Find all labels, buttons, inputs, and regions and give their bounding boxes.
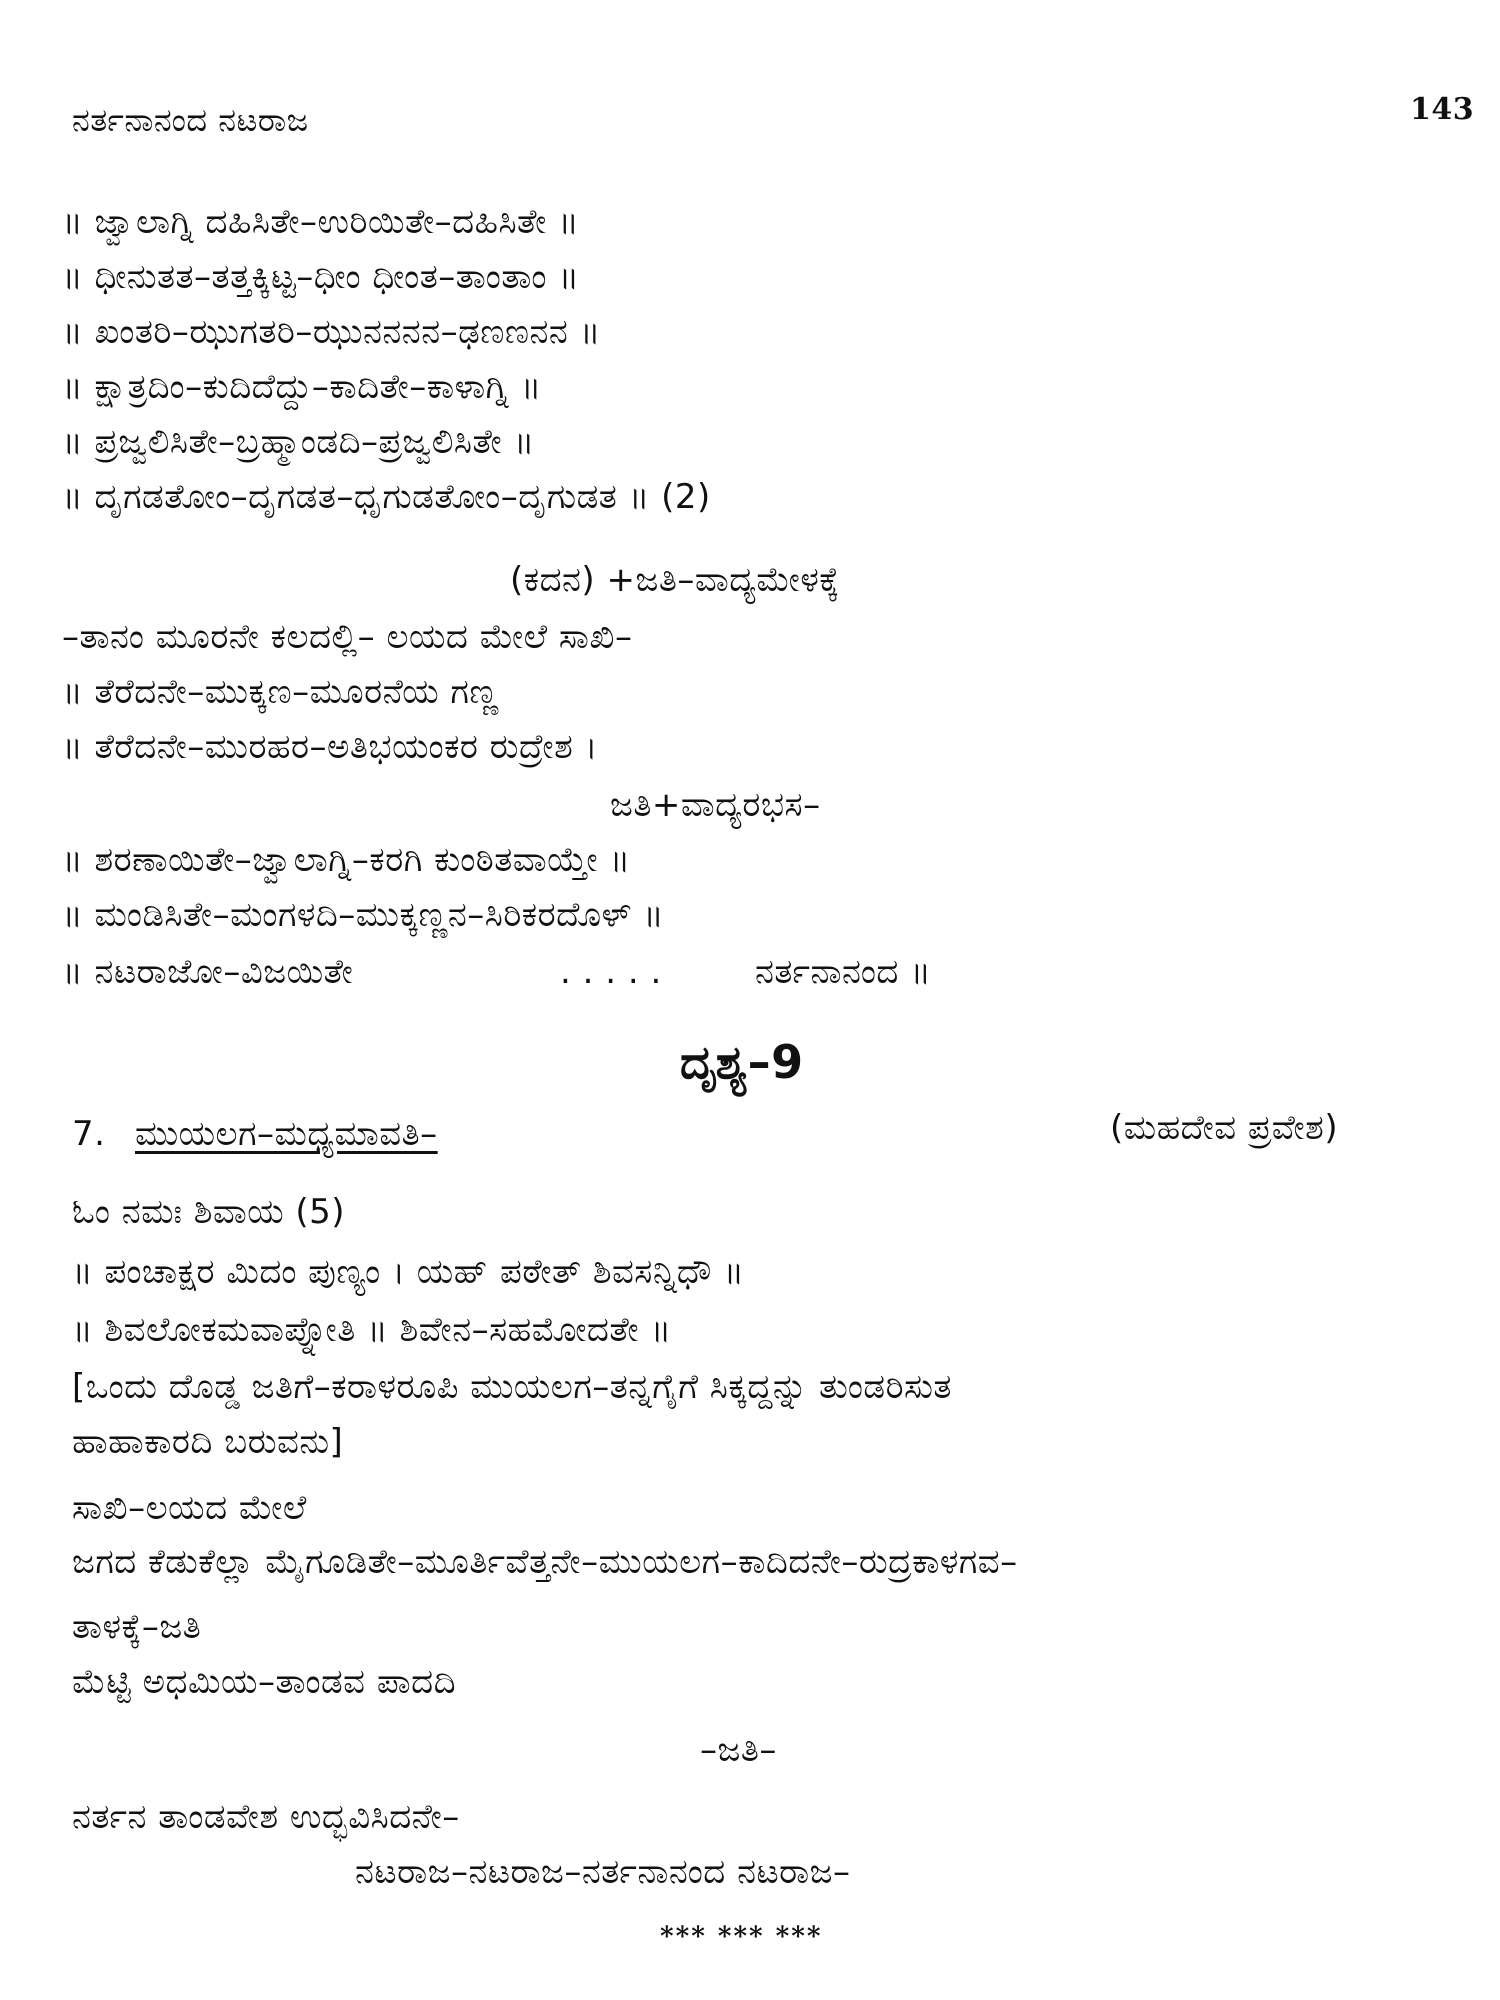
entry-note: (ಮಹದೇವ ಪ್ರವೇಶ) bbox=[1110, 1108, 1339, 1148]
ellipsis: . . . . . bbox=[560, 952, 662, 992]
verse-line: ॥ ಪಂಚಾಕ್ಷರ ಮಿದಂ ಪುಣ್ಯಂ । ಯಹ್ ಪಠೇತ್ ಶಿವಸನ್ನಿಧೌ ॥ bbox=[72, 1252, 745, 1292]
verse-line: ॥ ಧೀನುತತ–ತತ್ತಕ್ಕಿಟ್ಟ–ಧೀಂ ಧೀಂತ–ತಾಂತಾಂ ॥ bbox=[62, 257, 580, 297]
item-title: ಮುಯಲಗ–ಮಧ್ಯಮಾವತಿ– bbox=[135, 1114, 438, 1154]
verse-line: ॥ ಜ್ವಾಲಾಗ್ನಿ ದಹಿಸಿತೇ–ಉರಿಯಿತೇ–ದಹಿಸಿತೇ ॥ bbox=[62, 202, 580, 242]
verse-line: ॥ ದೃಗಡತೋಂ–ದೃಗಡತ–ಧೃಗುಡತೋಂ–ದೃಗುಡತ ॥ (2) bbox=[62, 477, 711, 517]
verse-line: ॥ ಶಿವಲೋಕಮವಾಪ್ನೋತಿ ॥ ಶಿವೇನ–ಸಹಮೋದತೇ ॥ bbox=[72, 1310, 672, 1350]
mantra-line: ಓಂ ನಮಃ ಶಿವಾಯ (5) bbox=[72, 1192, 346, 1232]
verse-line: ನರ್ತನ ತಾಂಡವೇಶ ಉದ್ಭವಿಸಿದನೇ– bbox=[72, 1797, 460, 1837]
stage-direction: ಜತಿ+ವಾದ್ಯರಭಸ– bbox=[610, 785, 821, 825]
stage-direction: [ಒಂದು ದೊಡ್ಡ ಜತಿಗೆ–ಕರಾಳರೂಪಿ ಮುಯಲಗ–ತನ್ನಗೈಗೆ ಸಿಕ್ಕದ್ದನ್ನು ತುಂಡರಿಸುತ bbox=[72, 1367, 952, 1407]
verse-line: ಸಾಖಿ–ಲಯದ ಮೇಲೆ bbox=[72, 1488, 307, 1528]
verse-line: ಜಗದ ಕೆಡುಕೆಲ್ಲಾ ಮೈಗೂಡಿತೇ–ಮೂರ್ತಿವೆತ್ತನೇ–ಮುಯಲಗ–ಕಾದಿದನೇ–ರುದ್ರಕಾಳಗವ– bbox=[72, 1542, 1018, 1582]
stage-direction: –ಜತಿ– bbox=[700, 1730, 777, 1770]
stage-direction: ಹಾಹಾಕಾರದಿ ಬರುವನು] bbox=[72, 1422, 344, 1462]
verse-line: ॥ ಶರಣಾಯಿತೇ–ಜ್ವಾಲಾಗ್ನಿ–ಕರಗಿ ಕುಂಠಿತವಾಯ್ತೇ ॥ bbox=[62, 840, 631, 880]
running-title: ನರ್ತನಾನಂದ ನಟರಾಜ bbox=[72, 101, 309, 139]
verse-line: ಮೆಟ್ಟಿ ಅಧಮಿಯ–ತಾಂಡವ ಪಾದದಿ bbox=[72, 1662, 457, 1702]
verse-line-left: ॥ ನಟರಾಜೋ–ವಿಜಯಿತೇ bbox=[62, 952, 354, 992]
verse-line: ॥ ತೆರೆದನೇ–ಮುರಹರ–ಅತಿಭಯಂಕರ ರುದ್ರೇಶ । bbox=[62, 727, 598, 767]
verse-line-right: ನರ್ತನಾನಂದ ॥ bbox=[755, 952, 932, 992]
verse-line: ॥ ಕ್ಷಾತ್ರದಿಂ–ಕುದಿದೆದ್ದು–ಕಾದಿತೇ–ಕಾಳಾಗ್ನಿ ॥ bbox=[62, 367, 542, 407]
verse-line: ॥ ಖಂತರಿ–ಝುಗತರಿ–ಝುನನನನ–ಢಣಣನನ ॥ bbox=[62, 312, 601, 352]
section-end-stars: *** *** *** bbox=[660, 1922, 823, 1952]
scene-heading: ದೃಶ್ಯ–9 bbox=[680, 1035, 804, 1089]
verse-line: –ತಾನಂ ಮೂರನೇ ಕಲದಲ್ಲಿ– ಲಯದ ಮೇಲೆ ಸಾಖಿ– bbox=[62, 617, 633, 657]
page-number: 143 bbox=[1410, 92, 1475, 127]
stage-direction: (ಕದನ) +ಜತಿ–ವಾದ್ಯಮೇಳಕ್ಕೆ bbox=[510, 560, 840, 600]
verse-line: ॥ ತೆರೆದನೇ–ಮುಕ್ಕಣ–ಮೂರನೆಯ ಗಣ್ಣ bbox=[62, 672, 499, 712]
verse-line: ॥ ಮಂಡಿಸಿತೇ–ಮಂಗಳದಿ–ಮುಕ್ಕಣ್ಣನ–ಸಿರಿಕರದೊಳ್ ॥ bbox=[62, 895, 665, 935]
verse-line: ತಾಳಕ್ಕೆ–ಜತಿ bbox=[72, 1607, 202, 1647]
refrain-line: ನಟರಾಜ–ನಟರಾಜ–ನರ್ತನಾನಂದ ನಟರಾಜ– bbox=[355, 1852, 851, 1892]
verse-line: ॥ ಪ್ರಜ್ವಲಿಸಿತೇ–ಬ್ರಹ್ಮಾಂಡದಿ–ಪ್ರಜ್ವಲಿಸಿತೇ ॥ bbox=[62, 422, 535, 462]
item-number: 7. bbox=[72, 1114, 106, 1154]
